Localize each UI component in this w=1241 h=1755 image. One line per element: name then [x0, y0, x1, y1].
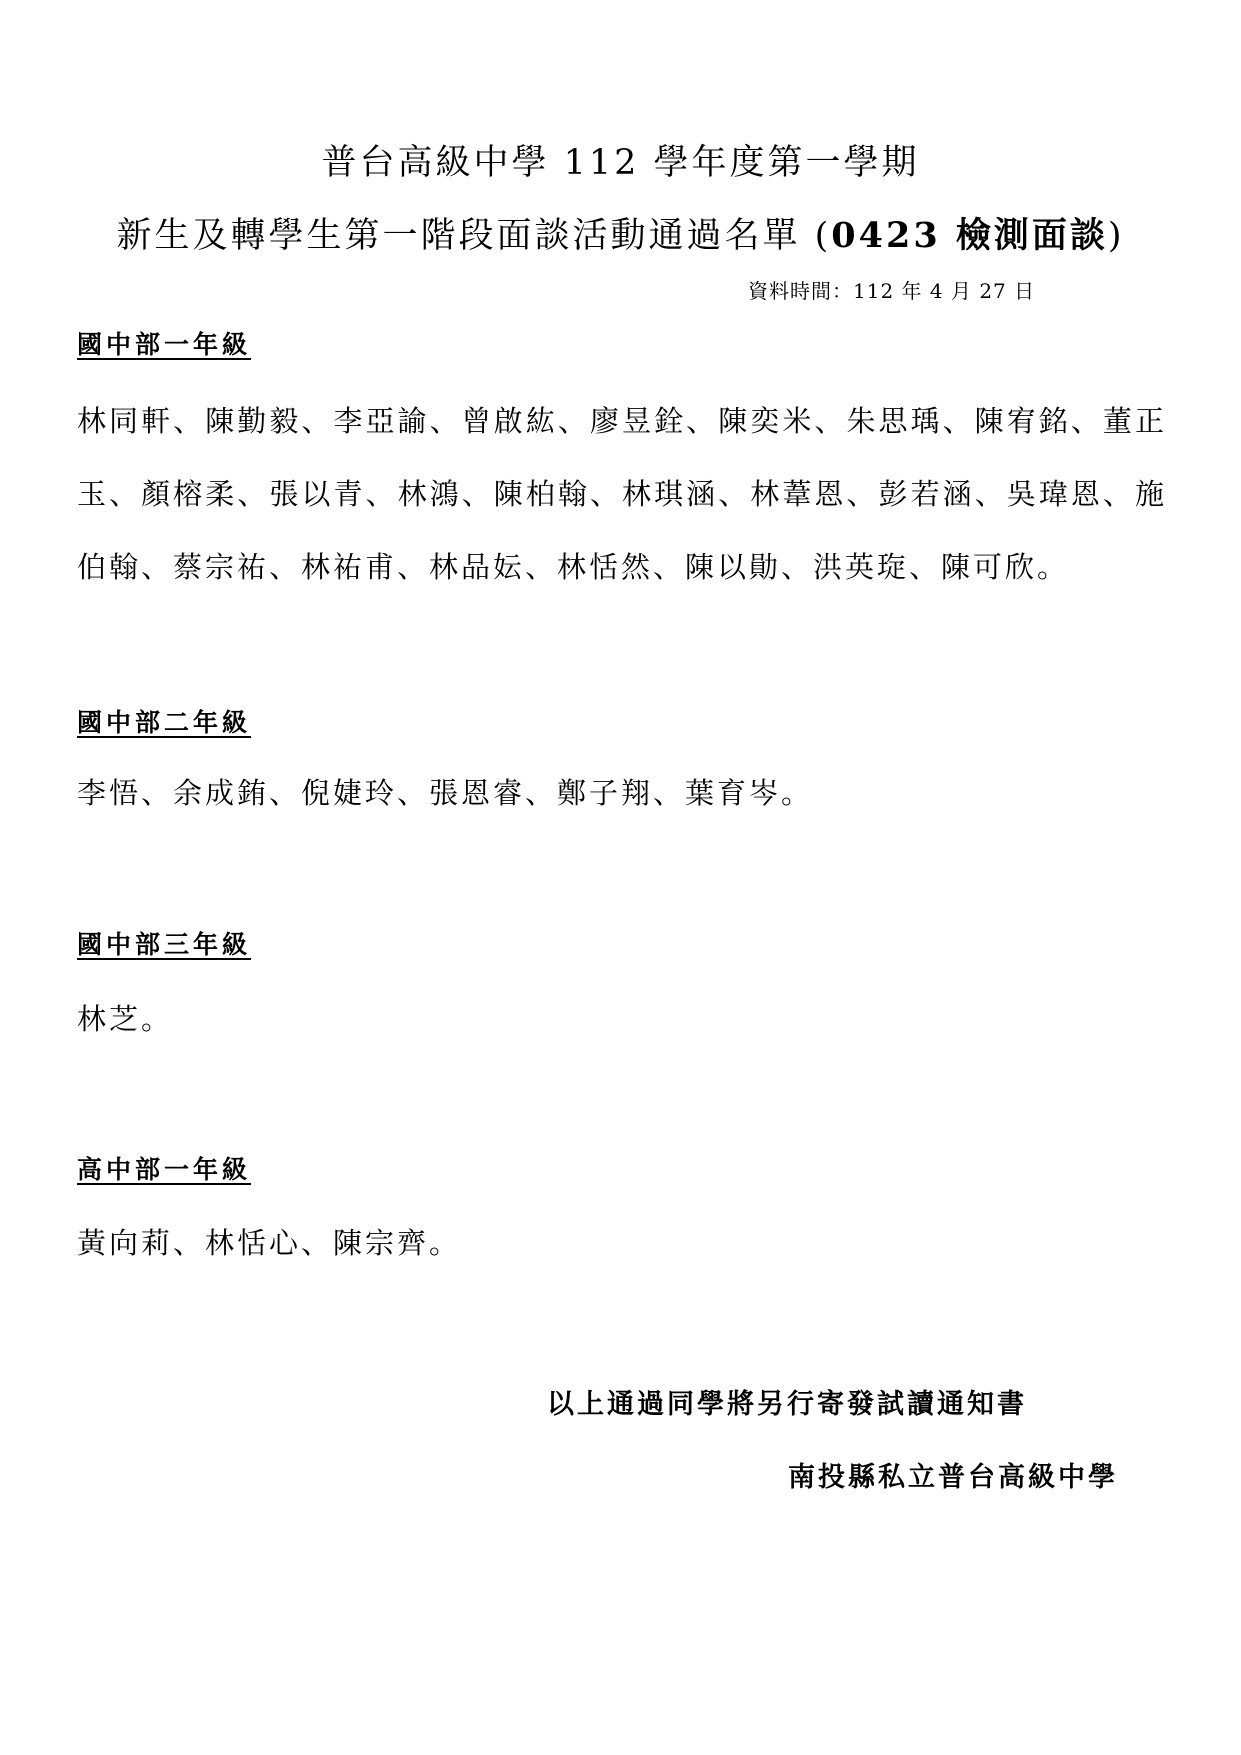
- data-timestamp: 資料時間：112 年 4 月 27 日: [748, 279, 1036, 303]
- section-heading-junior-grade1: 國中部一年級: [77, 330, 252, 359]
- section-heading-junior-grade3: 國中部三年級: [77, 930, 252, 959]
- title-line2-main: 新生及轉學生第一階段面談活動通過名單 (: [116, 216, 832, 256]
- names-list-junior-grade3: 林芝。: [77, 1002, 174, 1036]
- document-title-line1: 普台高級中學 112 學年度第一學期: [321, 143, 920, 183]
- title-line2-bold: 0423 檢測面談: [831, 215, 1108, 256]
- section-heading-junior-grade2: 國中部二年級: [77, 708, 252, 737]
- title-line2-close: ): [1107, 216, 1125, 256]
- names-list-senior-grade1: 黃向莉、林恬心、陳宗齊。: [77, 1226, 462, 1260]
- footer-note: 以上通過同學將另行寄發試讀通知書: [547, 1389, 1027, 1420]
- footer-school-name: 南投縣私立普台高級中學: [788, 1462, 1118, 1493]
- names-list-junior-grade2: 李悟、余成銪、倪婕玲、張恩睿、鄭子翔、葉育岑。: [77, 776, 814, 810]
- document-title-line2: [0, 208, 1241, 258]
- section-heading-senior-grade1: 高中部一年級: [77, 1155, 252, 1184]
- names-list-junior-grade1: 林同軒、陳勤毅、李亞諭、曾啟紘、廖昱銓、陳奕米、朱思瑀、陳宥銘、董正玉、顏榕柔、張以青、林鴻、陳柏翰、林琪涵、林葦恩、彭若涵、吳瑋恩、施伯翰、蔡宗祐、林祐甫、林品妘、林恬然、陳以勛、洪英琁、陳可欣。: [77, 404, 1167, 584]
